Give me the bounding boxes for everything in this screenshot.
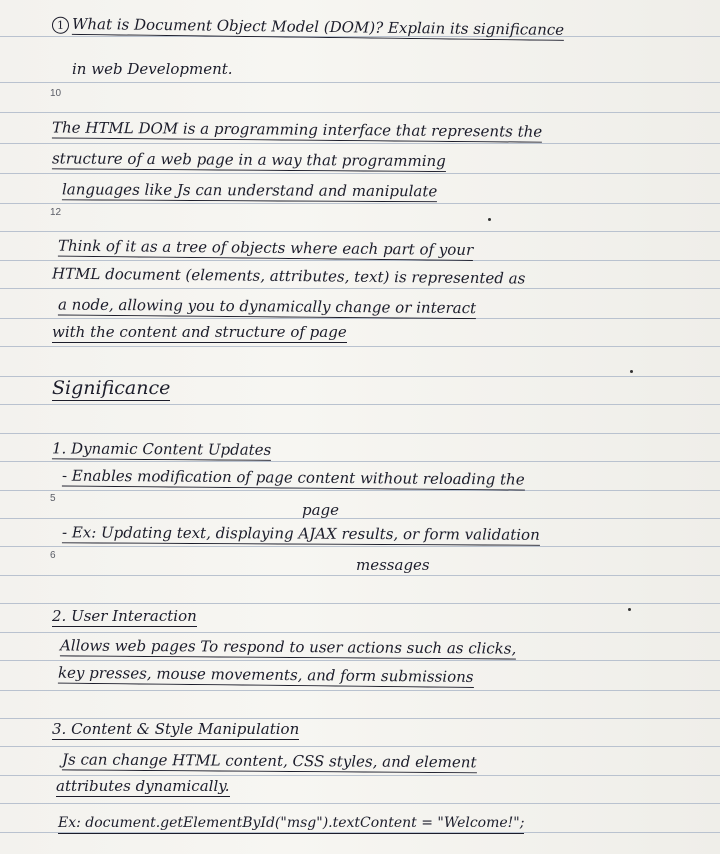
point-line	[0, 663, 720, 691]
margin-number: 5	[50, 493, 56, 504]
definition-text: structure of a web page in a way that programming	[51, 149, 446, 171]
ruled-line	[0, 746, 720, 747]
point-title	[0, 720, 720, 740]
question-marker: 1	[52, 17, 69, 34]
ruled-line	[0, 346, 720, 347]
point-line-text: key presses, mouse movements, and form submissions	[57, 663, 474, 686]
margin-number: 12	[50, 207, 62, 218]
definition-text: languages like Js can understand and manipulate	[61, 180, 438, 201]
point-line	[0, 777, 720, 797]
ruled-line	[0, 803, 720, 804]
question-line	[0, 14, 720, 43]
ruled-line	[0, 690, 720, 691]
point-title-text: 2. User Interaction	[52, 607, 197, 625]
ruled-line	[0, 404, 720, 405]
point-line-text: Allows web pages To respond to user actions such as clicks,	[59, 636, 517, 658]
ink-dot	[630, 370, 633, 373]
definition-line	[0, 118, 720, 144]
question-text: What is Document Object Model (DOM)? Explain its significance	[71, 14, 565, 39]
point-line-continued	[0, 556, 720, 574]
margin-number: 6	[50, 550, 56, 561]
ruled-line	[0, 603, 720, 604]
tree-paragraph-text: HTML document (elements, attributes, text) is represented as	[51, 264, 526, 288]
tree-paragraph-text: Think of it as a tree of objects where each part of your	[57, 236, 474, 259]
margin-number: 10	[50, 88, 62, 99]
point-line-text: messages	[356, 556, 430, 574]
point-line-text: attributes dynamically.	[56, 777, 230, 795]
tree-paragraph-text: with the content and structure of page	[52, 323, 347, 341]
ruled-line	[0, 112, 720, 113]
point-line-text: Ex: document.getElementById("msg").textContent = "Welcome!";	[58, 814, 524, 834]
definition-text: The HTML DOM is a programming interface that represents the	[51, 118, 543, 141]
ink-dot	[488, 218, 491, 221]
ruled-line	[0, 433, 720, 434]
point-line-text: page	[302, 501, 340, 519]
point-line-continued	[0, 501, 720, 519]
point-line-text: Js can change HTML content, CSS styles, and element	[61, 750, 477, 772]
tree-paragraph-text: a node, allowing you to dynamically change or interact	[57, 295, 477, 318]
point-line	[0, 750, 720, 775]
question-line-continued	[0, 60, 720, 78]
definition-line	[0, 180, 720, 204]
point-line-text: - Enables modification of page content without reloading the	[61, 466, 525, 489]
point-title	[0, 607, 720, 627]
ruled-line	[0, 775, 720, 776]
point-line	[0, 523, 720, 547]
tree-paragraph-line	[0, 323, 720, 343]
ruled-line	[0, 632, 720, 633]
significance-heading-text: Significance	[52, 377, 171, 399]
point-line	[0, 814, 720, 834]
significance-heading	[0, 377, 720, 401]
point-line-text: - Ex: Updating text, displaying AJAX results, or form validation	[61, 523, 540, 544]
question-text-continued: in web Development.	[72, 60, 233, 78]
ruled-line	[0, 718, 720, 719]
ruled-line	[0, 82, 720, 83]
tree-paragraph-line	[0, 264, 720, 290]
point-line	[0, 466, 720, 492]
ruled-line	[0, 575, 720, 576]
point-title-text: 1. Dynamic Content Updates	[51, 439, 272, 459]
ruled-line	[0, 231, 720, 232]
point-line	[0, 636, 720, 661]
definition-line	[0, 149, 720, 174]
point-title-text: 3. Content & Style Manipulation	[52, 720, 300, 738]
